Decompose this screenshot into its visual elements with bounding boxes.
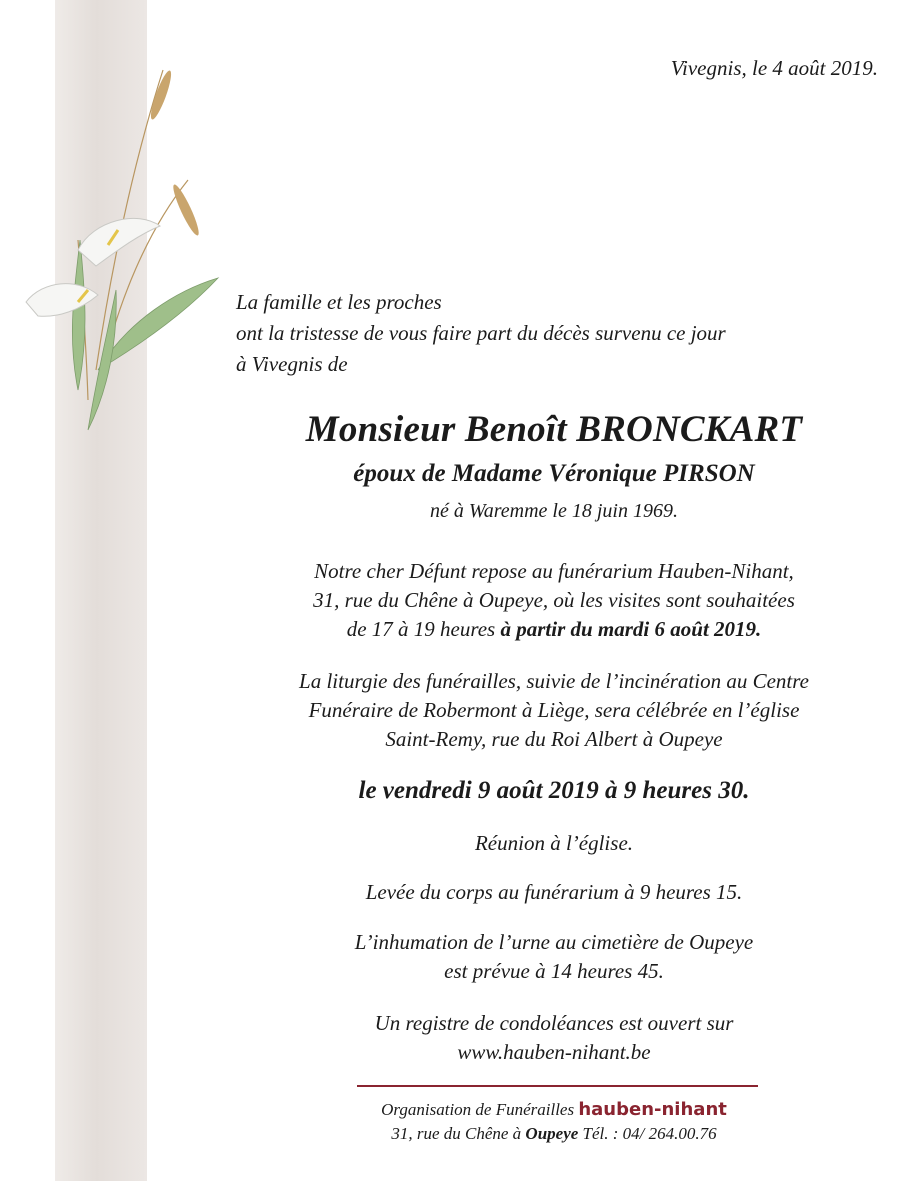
rest-line xyxy=(150,615,918,644)
footer-divider xyxy=(357,1085,758,1087)
liturgy-paragraph xyxy=(150,667,918,754)
rest-paragraph xyxy=(150,557,918,644)
inhumation-line: L’inhumation de l’urne au cimetière de Oupeye xyxy=(354,930,754,954)
date-line: Vivegnis, le 4 août 2019. xyxy=(670,56,878,80)
register-line: Un registre de condoléances est ouvert sur xyxy=(374,1011,734,1035)
footer-org-line xyxy=(150,1098,918,1122)
intro-paragraph xyxy=(236,287,726,380)
address-phone: Tél. : 04/ 264.00.76 xyxy=(578,1124,717,1143)
spouse-line: époux de Madame Véronique PIRSON xyxy=(353,460,755,487)
intro-line: La famille et les proches xyxy=(236,290,442,314)
leaves xyxy=(72,240,218,430)
rest-line: Notre cher Défunt repose au funérarium Hauben-Nihant, xyxy=(314,559,794,583)
levee-line: Levée du corps au funérarium à 9 heures 15. xyxy=(365,880,743,904)
liturgy-line: La liturgie des funérailles, suivie de l’incinération au Centre xyxy=(299,669,809,693)
liturgy-line: Saint-Remy, rue du Roi Albert à Oupeye xyxy=(385,727,723,751)
birth-line: né à Waremme le 18 juin 1969. xyxy=(430,500,678,522)
inhumation-paragraph xyxy=(150,928,918,986)
intro-line: à Vivegnis de xyxy=(236,352,348,376)
address-part: 31, rue du Chêne à xyxy=(391,1124,526,1143)
visit-hours: de 17 à 19 heures xyxy=(346,617,501,641)
footer xyxy=(150,1098,918,1146)
calla-lily-wheat-illustration xyxy=(18,40,228,450)
meeting-line: Réunion à l’église. xyxy=(474,831,634,855)
rest-line: 31, rue du Chêne à Oupeye, où les visites sont souhaitées xyxy=(313,588,795,612)
register-url: www.hauben-nihant.be xyxy=(457,1040,651,1064)
footer-address-line xyxy=(150,1122,918,1146)
register-paragraph xyxy=(150,1009,918,1067)
intro-line: ont la tristesse de vous faire part du décès survenu ce jour xyxy=(236,321,726,345)
inhumation-line: est prévue à 14 heures 45. xyxy=(444,959,664,983)
liturgy-line: Funéraire de Robermont à Liège, sera célébrée en l’église xyxy=(308,698,800,722)
deceased-name: Monsieur Benoît BRONCKART xyxy=(305,409,803,450)
brand-logo: hauben-nihant xyxy=(578,1099,727,1120)
visit-start-date: à partir du mardi 6 août 2019. xyxy=(500,617,762,641)
ceremony-date: le vendredi 9 août 2019 à 9 heures 30. xyxy=(358,777,750,804)
address-city: Oupeye xyxy=(525,1124,579,1143)
calla-lilies xyxy=(26,218,160,316)
org-label: Organisation de Funérailles xyxy=(381,1100,579,1119)
